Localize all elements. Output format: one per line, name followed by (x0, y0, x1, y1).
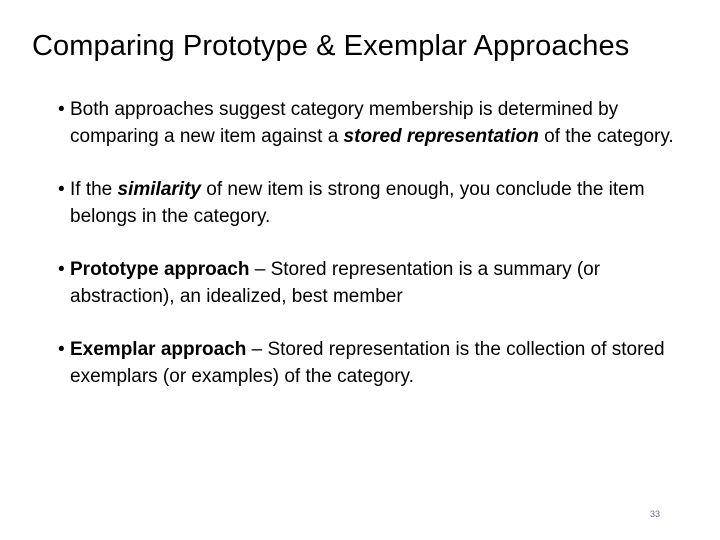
bullet-icon: • (58, 259, 65, 280)
bullet-item (58, 176, 678, 230)
bullet-text: If the (70, 179, 118, 200)
bullet-text: – Stored representation is a summary (or abstraction), an idealized, best member (70, 259, 601, 307)
bullet-icon: • (58, 179, 65, 200)
bullet-item (58, 336, 678, 390)
slide-number: 33 (650, 509, 661, 519)
bullet-emphasis: similarity (117, 179, 201, 200)
slide-title: Comparing Prototype & Exemplar Approaches (32, 30, 630, 62)
bullet-emphasis: stored representation (343, 126, 539, 147)
bullet-term: Prototype approach (70, 259, 250, 280)
bullet-text: Both approaches suggest category membership is determined by comparing a new item against a (70, 99, 619, 147)
bullet-text: – Stored representation is the collection of stored exemplars (or examples) of the category. (70, 339, 665, 387)
bullet-item (58, 96, 678, 150)
bullet-icon: • (58, 99, 65, 120)
bullet-text: of the category. (538, 126, 674, 147)
bullet-item (58, 256, 678, 310)
bullet-text: of new item is strong enough, you conclude the item belongs in the category. (70, 179, 645, 227)
bullet-term: Exemplar approach (70, 339, 247, 360)
bullet-list (58, 96, 678, 416)
bullet-icon: • (58, 339, 65, 360)
